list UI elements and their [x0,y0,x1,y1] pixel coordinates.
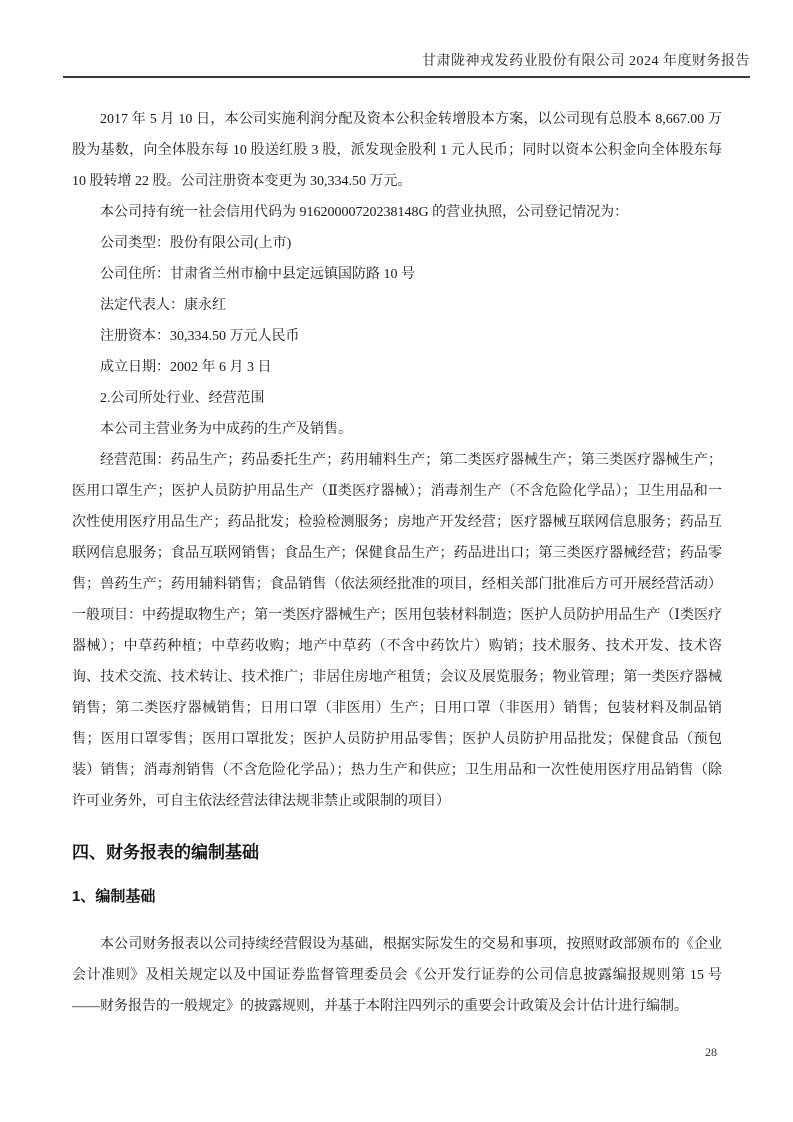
page-header [63,50,750,78]
line-industry-scope-title: 2.公司所处行业、经营范围 [100,391,265,406]
paragraph-business-license: 本公司持有统一社会信用代码为 91620000720238148G 的营业执照，公司登记情况为： [100,205,629,220]
document-body [0,82,793,1022]
paragraph-capital-change: 2017 年 5 月 10 日，本公司实施利润分配及资本公积金转增股本方案，以公司现有总股本 8,667.00 万股为基数，向全体股东每 10 股送红股 3 股，派发现金股利 1 元人民币；同时以资本公积金向全体股东每 10 股转增 22 股。公司注册资本变更为 30,334.50 万元。 [72,112,722,189]
page-number: 28 [705,1045,717,1059]
line-main-business: 本公司主营业务为中成药的生产及销售。 [100,422,352,437]
paragraph-business-scope: 经营范围：药品生产；药品委托生产；药用辅料生产；第二类医疗器械生产；第三类医疗器械生产；医用口罩生产；医护人员防护用品生产（Ⅱ类医疗器械）；消毒剂生产（不含危险化学品）；卫生用品和一次性使用医疗用品生产；药品批发；检验检测服务；房地产开发经营；医疗器械互联网信息服务；药品互联网信息服务；食品互联网销售；食品生产；保健食品生产；药品进出口；第三类医疗器械经营；药品零售；兽药生产；药用辅料销售；食品销售（依法须经批准的项目，经相关部门批准后方可开展经营活动）一般项目：中药提取物生产；第一类医疗器械生产；医用包装材料制造；医护人员防护用品生产（Ⅰ类医疗器械）；中草药种植；中草药收购；地产中草药（不含中药饮片）购销；技术服务、技术开发、技术咨询、技术交流、技术转让、技术推广；非居住房地产租赁；会议及展览服务；物业管理；第一类医疗器械销售；第二类医疗器械销售；日用口罩（非医用）生产；日用口罩（非医用）销售；包装材料及制品销售；医用口罩零售；医用口罩批发；医护人员防护用品零售；医护人员防护用品批发；保健食品（预包装）销售；消毒剂销售（不含危险化学品）；热力生产和供应；卫生用品和一次性使用医疗用品销售（除许可业务外，可自主依法经营法律法规非禁止或限制的项目） [72,453,722,809]
line-legal-representative: 法定代表人：康永红 [100,298,226,313]
line-establish-date: 成立日期：2002 年 6 月 3 日 [100,360,272,375]
line-registered-capital: 注册资本：30,334.50 万元人民币 [100,329,300,344]
header-title: 甘肃陇神戎发药业股份有限公司 2024 年度财务报告 [422,54,750,69]
line-company-type: 公司类型：股份有限公司(上市) [100,236,292,251]
section-title-financial-statement-basis: 四、财务报表的编制基础 [72,843,259,862]
line-company-address: 公司住所：甘肃省兰州市榆中县定远镇国防路 10 号 [100,267,415,282]
subsection-title-preparation-basis: 1、编制基础 [72,888,156,905]
paragraph-preparation-basis: 本公司财务报表以公司持续经营假设为基础，根据实际发生的交易和事项，按照财政部颁布的《企业会计准则》及相关规定以及中国证券监督管理委员会《公开发行证券的公司信息披露编报规则第 15 号——财务报告的一般规定》的披露规则，并基于本附注四列示的重要会计政策及会计估计进行编制。 [72,937,722,1014]
